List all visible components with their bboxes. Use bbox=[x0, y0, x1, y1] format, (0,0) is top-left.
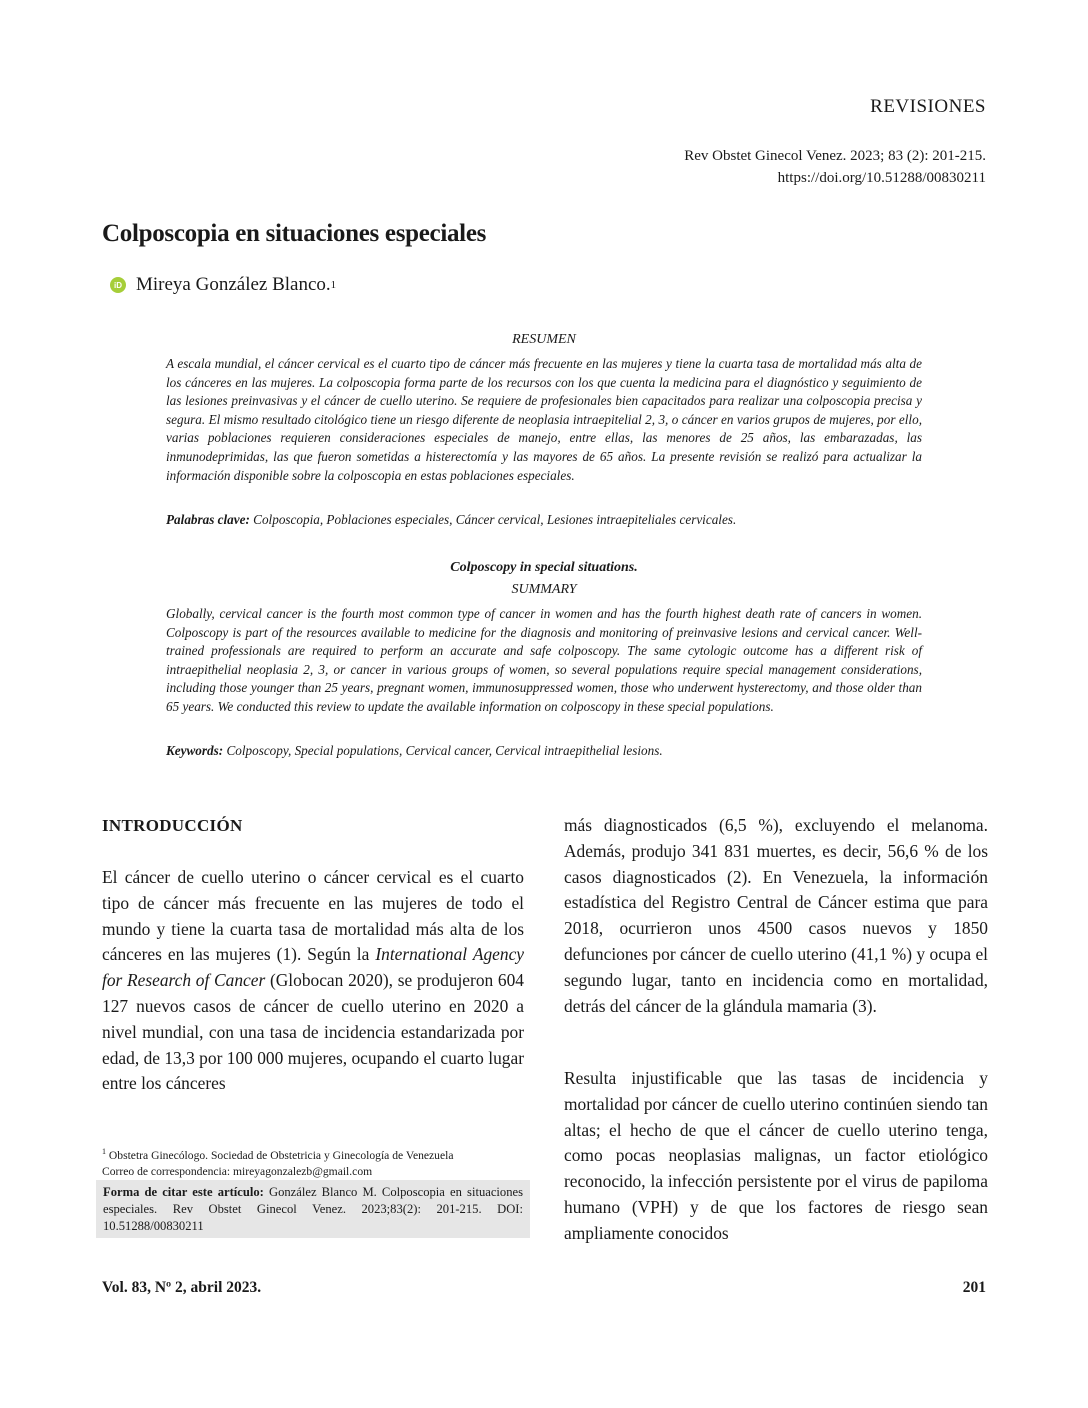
intro-paragraph-1 bbox=[102, 865, 524, 1097]
author-row bbox=[110, 274, 336, 296]
footnote-marker: 1 bbox=[102, 1147, 106, 1156]
intro-paragraph-1-continued: más diagnosticados (6,5 %), excluyendo el melanoma. Además, produjo 341 831 muertes, es decir, 56,6 % de los casos diagnosticados (2). En Venezuela, la información estadística del Registro Central de Cáncer estima que para 2018, ocurrieron unos 4500 casos nuevos y 1850 defunciones por cáncer de cuello uterino (41,1 %) y ocupa el segundo lugar, tanto en incidencia como en mortalidad, detrás del cáncer de la glándula mamaria (3). bbox=[564, 815, 988, 1016]
keywords-list: Colposcopia, Poblaciones especiales, Cáncer cervical, Lesiones intraepiteliales cervicales. bbox=[253, 512, 737, 527]
footnote-correspondence: Correo de correspondencia: mireyagonzalezb@gmail.com bbox=[102, 1165, 373, 1179]
author-name: Mireya González Blanco. bbox=[136, 274, 331, 295]
article-title: Colposcopia en situaciones especiales bbox=[102, 220, 487, 247]
english-title: Colposcopy in special situations. bbox=[450, 560, 638, 575]
intro-paragraph-2: Resulta injustificable que las tasas de incidencia y mortalidad por cáncer de cuello uterino continúen siendo tan altas; el hecho de que el cáncer de cuello uterino tenga, como pocas neoplasias malignas, un factor etiológico reconocido, la infección persistente por el virus de papiloma humano (VPH) y de que los factores de riesgo sean ampliamente conocidos bbox=[564, 1068, 988, 1243]
author-affiliation-marker: 1 bbox=[330, 279, 337, 291]
citation-label: Forma de citar este artículo: bbox=[103, 1185, 264, 1199]
intro-heading: INTRODUCCIÓN bbox=[102, 816, 243, 835]
resumen-keywords bbox=[166, 512, 926, 528]
footnote-affiliation-text: Obstetra Ginecólogo. Sociedad de Obstetricia y Ginecología de Venezuela bbox=[108, 1148, 454, 1162]
intro-text: El cáncer de cuello uterino o cáncer cervical es el cuarto tipo de cáncer más frecuente en las mujeres de todo el mundo y tiene la cuarta tasa de mortalidad más alta de los cánceres en las mujeres (1). Según la bbox=[102, 867, 524, 965]
resumen-heading: RESUMEN bbox=[512, 332, 576, 347]
keywords-label: Palabras clave: bbox=[166, 512, 250, 527]
resumen-text: A escala mundial, el cáncer cervical es el cuarto tipo de cáncer más frecuente en las mujeres y tiene la cuarta tasa de mortalidad más alta de los cánceres en las mujeres. La colposcopia forma parte de los recursos con los que cuenta la medicina para el diagnóstico y seguimiento de las lesiones preinvasivas y el cáncer de cuello uterino. Se requiere de profesionales bien capacitados para realizar una colposcopia precisa y segura. El mismo resultado citológico tiene un riesgo diferente de neoplasia intraepitelial 2, 3, o cáncer en varios grupos de mujeres, por ello, varias poblaciones requieren consideraciones especiales de manejo, entre ellas, las menores de 25 años, las embarazadas, las inmunodeprimidas, las que fueron sometidas a histerectomía y las mayores de 65 años. La presente revisión se realizó para actualizar la información disponible sobre la colposcopia en estas poblaciones especiales. bbox=[166, 356, 922, 483]
summary-keywords bbox=[166, 743, 926, 759]
footnote-affiliation bbox=[102, 1144, 532, 1164]
page-number: 201 bbox=[962, 1279, 986, 1296]
footnote bbox=[102, 1144, 532, 1181]
journal-citation: Rev Obstet Ginecol Venez. 2023; 83 (2): 201-215. bbox=[684, 148, 986, 164]
summary-text: Globally, cervical cancer is the fourth most common type of cancer in women and has the fourth highest death rate of cancers in women. Colposcopy is part of the resources available to medicine for the diagnosis and monitoring of preinvasive lesions and cervical cancer. Well-trained professionals are required to perform an accurate and safe colposcopy. The same cytologic outcome has a different risk of intraepithelial neoplasia 2, 3, or cancer in various groups of women, so several populations require special management considerations, including those younger than 25 years, pregnant women, immunosuppressed women, those who underwent hysterectomy, and those older than 65 years. We conducted this review to update the available information on colposcopy in these special populations. bbox=[166, 606, 922, 714]
keywords-label-en: Keywords: bbox=[166, 743, 224, 758]
summary-heading: SUMMARY bbox=[511, 582, 577, 597]
doi-link[interactable]: https://doi.org/10.51288/00830211 bbox=[777, 170, 986, 186]
keywords-list-en: Colposcopy, Special populations, Cervical cancer, Cervical intraepithelial lesions. bbox=[226, 743, 663, 758]
footer-volume: Vol. 83, Nº 2, abril 2023. bbox=[102, 1279, 262, 1296]
orcid-icon[interactable]: iD bbox=[110, 277, 126, 293]
intro-italic-text: International Agency for Research of Cancer bbox=[102, 944, 525, 991]
intro-text: (Globocan 2020), se produjeron 604 127 nuevos casos de cáncer de cuello uterino en 2020 a nivel mundial, con una tasa de incidencia estandarizada por edad, de 13,3 por 100 000 mujeres, ocupando el cuarto lugar entre los cánceres bbox=[102, 970, 525, 1094]
section-label: REVISIONES bbox=[870, 96, 986, 117]
citation-text: González Blanco M. Colposcopia en situaciones especiales. Rev Obstet Ginecol Venez. 2023;83(2): 201-215. DOI: 10.51288/00830211 bbox=[103, 1185, 524, 1233]
citation-box bbox=[96, 1180, 530, 1238]
